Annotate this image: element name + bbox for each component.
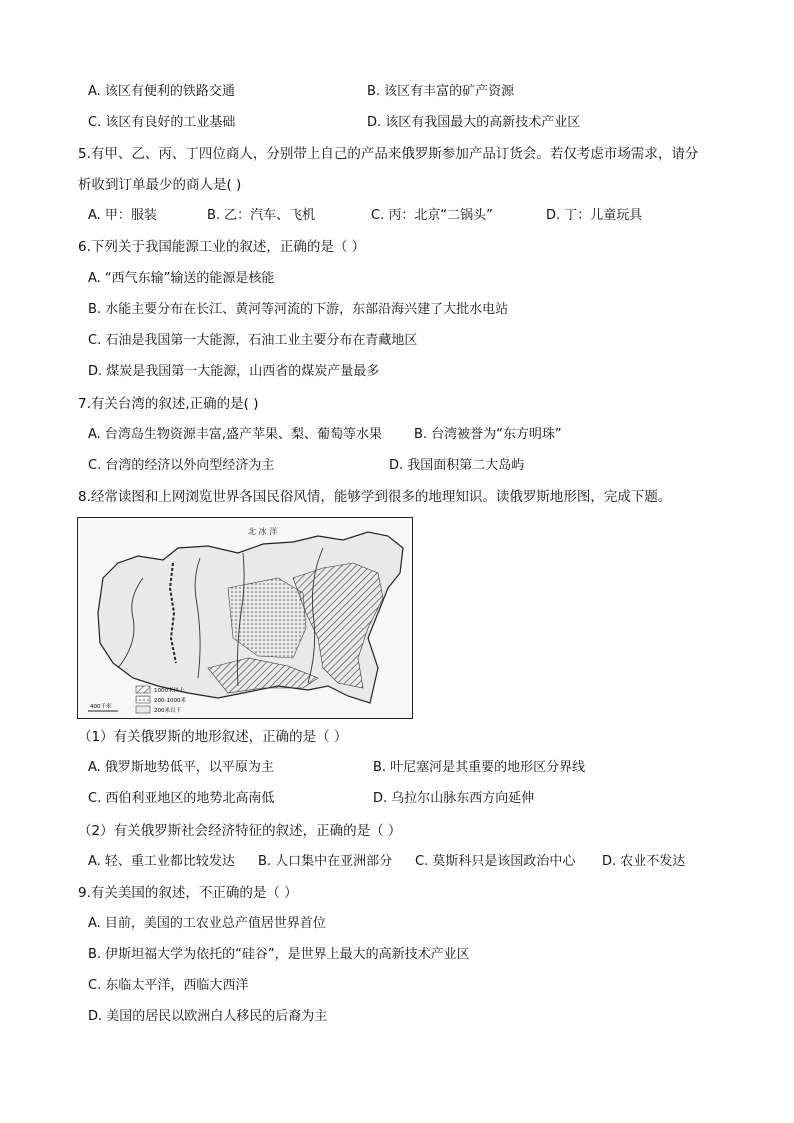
q4-option-c[interactable]: C. 该区有良好的工业基础 — [88, 115, 236, 130]
q8-sub2-option-d[interactable]: D. 农业不发达 — [602, 854, 686, 869]
q7-stem: 7.有关台湾的叙述,正确的是( ) — [78, 396, 259, 412]
q7-option-c[interactable]: C. 台湾的经济以外向型经济为主 — [88, 458, 275, 473]
q8-sub1-option-c[interactable]: C. 西伯利亚地区的地势北高南低 — [88, 791, 275, 806]
q6-option-c[interactable]: C. 石油是我国第一大能源，石油工业主要分布在青藏地区 — [88, 333, 418, 348]
q8-sub1-option-b[interactable]: B. 叶尼塞河是其重要的地形区分界线 — [373, 760, 586, 775]
map-svg — [78, 518, 412, 718]
scale-label: 400千米 — [90, 704, 112, 710]
q5-stem-line1: 5.有甲、乙、丙、丁四位商人，分别带上自己的产品来俄罗斯参加产品订货会。若仅考虑市场需求，请分 — [78, 146, 699, 162]
q8-sub2-option-c[interactable]: C. 莫斯科只是该国政治中心 — [415, 854, 576, 869]
q5-option-d[interactable]: D. 丁：儿童玩具 — [546, 208, 643, 223]
q7-option-d[interactable]: D. 我国面积第二大岛屿 — [389, 458, 525, 473]
q4-option-d[interactable]: D. 该区有我国最大的高新技术产业区 — [367, 115, 581, 130]
q8-sub1-stem: （1）有关俄罗斯的地形叙述，正确的是（ ） — [78, 729, 348, 745]
q9-stem: 9.有关美国的叙述，不正确的是（ ） — [78, 885, 298, 901]
q6-option-d[interactable]: D. 煤炭是我国第一大能源，山西省的煤炭产量最多 — [88, 364, 380, 379]
q6-option-a[interactable]: A. “西气东输”输送的能源是核能 — [88, 271, 275, 286]
legend-label-low: 200米以下 — [154, 708, 181, 714]
q5-option-b[interactable]: B. 乙：汽车、飞机 — [207, 208, 316, 223]
q5-option-a[interactable]: A. 甲：服装 — [88, 208, 157, 223]
legend-label-mid: 200-1000米 — [154, 698, 186, 704]
ocean-label: 北 冰 洋 — [248, 527, 278, 536]
q6-option-b[interactable]: B. 水能主要分布在长江、黄河等河流的下游，东部沿海兴建了大批水电站 — [88, 302, 509, 317]
q5-stem-line2: 析收到订单最少的商人是( ) — [78, 177, 242, 193]
legend-label-high: 1000米以上 — [154, 688, 185, 694]
map-legend — [136, 686, 186, 714]
q9-option-d[interactable]: D. 美国的居民以欧洲白人移民的后裔为主 — [88, 1009, 328, 1024]
q4-option-b[interactable]: B. 该区有丰富的矿产资源 — [367, 84, 515, 99]
q7-option-b[interactable]: B. 台湾被誉为“东方明珠” — [414, 427, 562, 442]
q8-sub2-option-a[interactable]: A. 轻、重工业都比较发达 — [88, 854, 235, 869]
q8-sub2-stem: （2）有关俄罗斯社会经济特征的叙述，正确的是（ ） — [78, 823, 402, 839]
q8-sub1-option-d[interactable]: D. 乌拉尔山脉东西方向延伸 — [373, 791, 535, 806]
q9-option-b[interactable]: B. 伊斯坦福大学为依托的“硅谷”，是世界上最大的高新技术产业区 — [88, 947, 470, 962]
q8-sub2-option-b[interactable]: B. 人口集中在亚洲部分 — [258, 854, 393, 869]
q9-option-c[interactable]: C. 东临太平洋，西临大西洋 — [88, 978, 249, 993]
q4-option-a[interactable]: A. 该区有便利的铁路交通 — [88, 84, 235, 99]
q6-stem: 6.下列关于我国能源工业的叙述，正确的是（ ） — [78, 239, 366, 255]
q8-stem: 8.经常读图和上网浏览世界各国民俗风情，能够学到很多的地理知识。读俄罗斯地形图，完成下题。 — [78, 489, 672, 505]
q7-option-a[interactable]: A. 台湾岛生物资源丰富,盛产苹果、梨、葡萄等水果 — [88, 427, 383, 442]
russia-terrain-map — [77, 517, 413, 719]
q9-option-a[interactable]: A. 目前，美国的工农业总产值居世界首位 — [88, 916, 326, 931]
q8-sub1-option-a[interactable]: A. 俄罗斯地势低平，以平原为主 — [88, 760, 274, 775]
q5-option-c[interactable]: C. 丙：北京“二锅头” — [371, 208, 493, 223]
